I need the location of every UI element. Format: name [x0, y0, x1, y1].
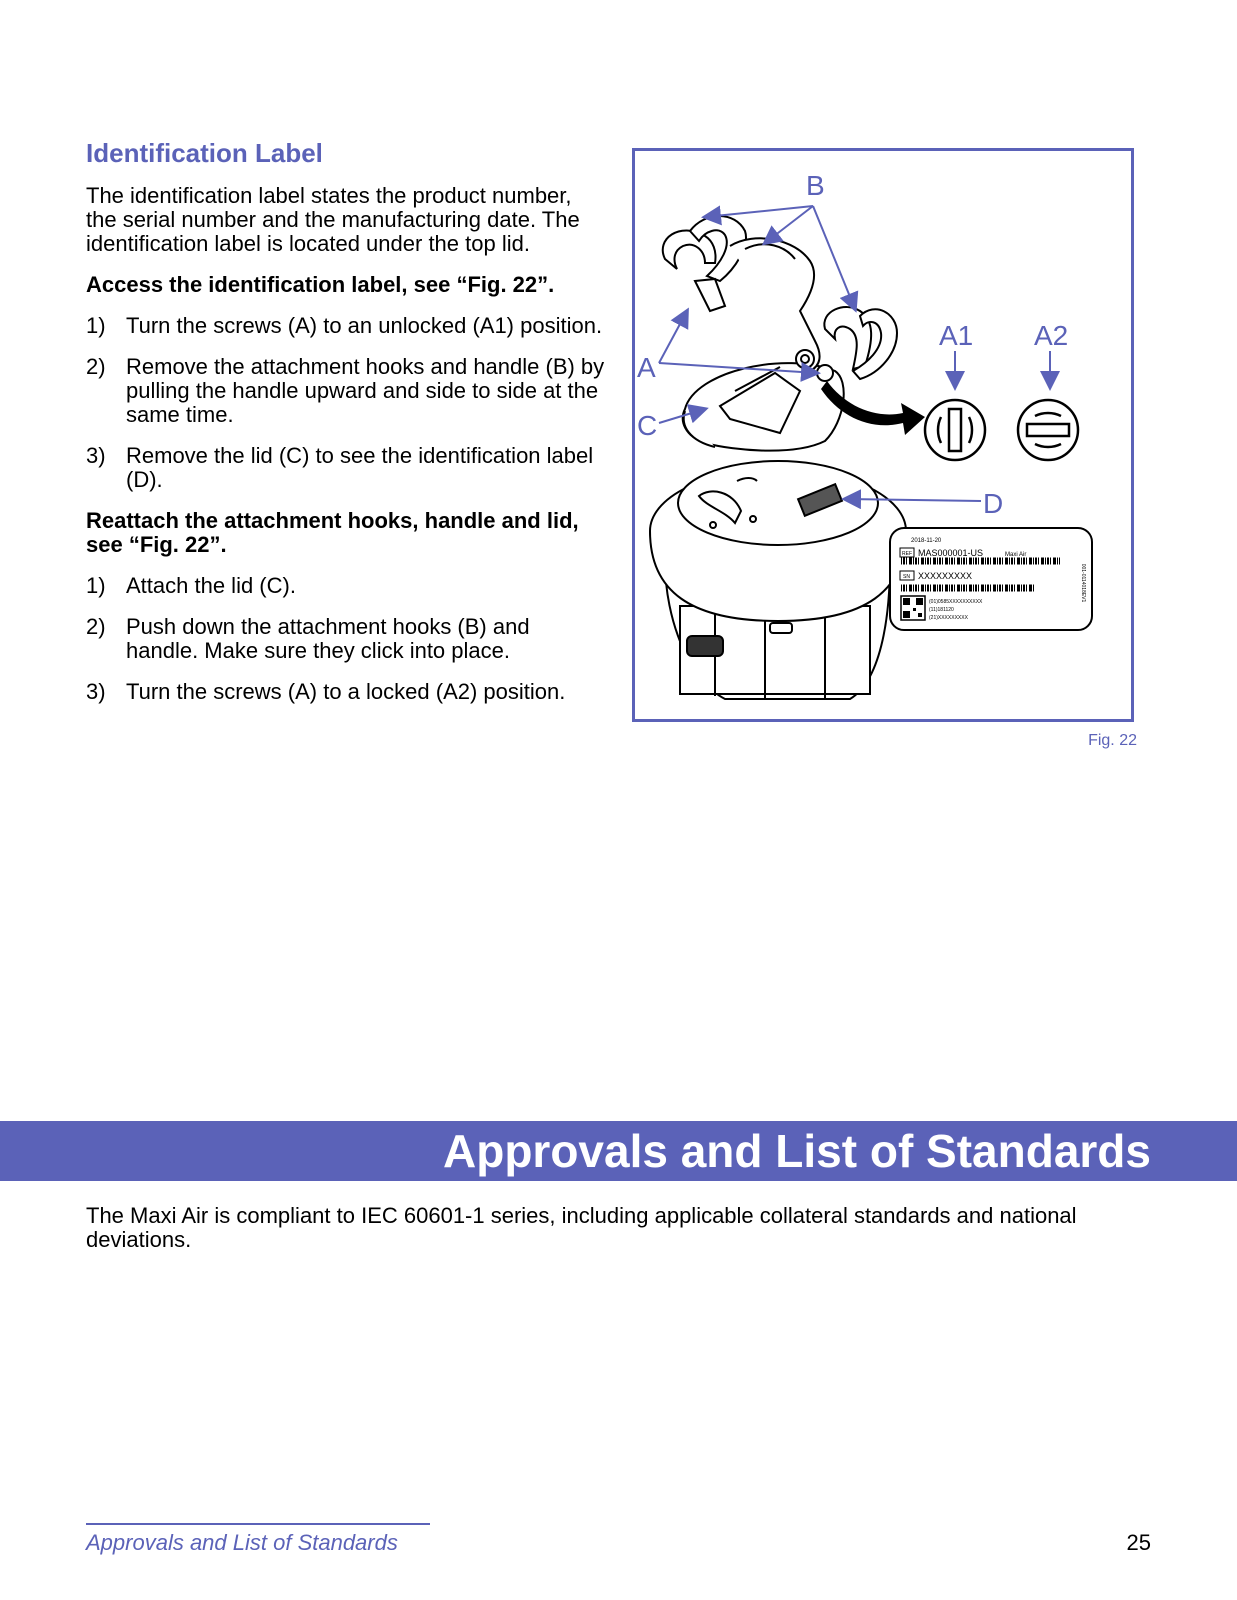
list-item — [86, 680, 606, 704]
step-text: Push down the attachment hooks (B) and handle. Make sure they click into place. — [126, 614, 530, 663]
step-number: 3) — [86, 679, 106, 704]
label-line-2: (11)181120 — [929, 607, 954, 613]
step-text: Turn the screws (A) to an unlocked (A1) position. — [126, 313, 603, 338]
step-number: 1) — [86, 573, 106, 598]
access-steps — [86, 314, 606, 492]
figure-illustration — [635, 151, 1134, 722]
step-number: 1) — [86, 313, 106, 338]
section-title: Identification Label — [86, 138, 323, 168]
label-line-1: (01)0585XXXXXXXXXX — [929, 599, 983, 605]
callout-leaders — [659, 206, 1050, 501]
access-heading: Access the identification label, see “Fig. 22”. — [86, 272, 555, 297]
unlocked-screw-symbol — [925, 400, 985, 460]
figure-caption: Fig. 22 — [1088, 732, 1137, 749]
callout-d: D — [983, 488, 1004, 519]
label-ref: MAS000001-US — [918, 548, 984, 558]
label-qr-code — [901, 596, 925, 620]
hooks-and-handle-drawing — [663, 216, 897, 381]
list-item — [86, 314, 606, 338]
list-item — [86, 355, 606, 427]
callout-b: B — [806, 170, 825, 201]
callout-a: A — [637, 352, 656, 383]
footer-section-title: Approvals and List of Standards — [86, 1530, 398, 1555]
step-number: 3) — [86, 443, 106, 468]
banner-title: Approvals and List of Standards — [443, 1125, 1151, 1177]
label-sn-tag: SN — [903, 574, 910, 580]
step-text: Remove the lid (C) to see the identification label (D). — [126, 443, 594, 492]
callout-c: C — [637, 410, 658, 441]
list-item — [86, 615, 606, 663]
callout-a1: A1 — [939, 320, 974, 351]
step-number: 2) — [86, 354, 106, 379]
identification-label-drawing — [890, 528, 1092, 630]
label-ref-tag: REF — [902, 551, 912, 557]
step-text: Attach the lid (C). — [126, 573, 296, 598]
intro-paragraph: The identification label states the product number, the serial number and the manufacturing date. The identification label is located under the top lid. — [86, 183, 580, 256]
label-line-3: (21)XXXXXXXXX — [929, 615, 968, 621]
step-number: 2) — [86, 614, 106, 639]
callout-a2: A2 — [1034, 320, 1069, 351]
footer-rule — [86, 1523, 430, 1525]
instructions-column — [86, 184, 606, 721]
list-item — [86, 444, 606, 492]
list-item — [86, 574, 606, 598]
figure-22 — [632, 148, 1134, 722]
label-product: Maxi Air — [1005, 552, 1027, 558]
reattach-steps — [86, 574, 606, 704]
label-serial: XXXXXXXXX — [918, 571, 973, 581]
label-side-code: 001-0114018EV1 — [1080, 563, 1086, 603]
base-unit-drawing — [650, 461, 906, 699]
reattach-heading: Reattach the attachment hooks, handle and lid, see “Fig. 22”. — [86, 508, 579, 557]
step-text: Remove the attachment hooks and handle (B) by pulling the handle upward and side to side at the same time. — [126, 354, 605, 427]
label-date: 2018-11-20 — [911, 538, 942, 544]
compliance-paragraph: The Maxi Air is compliant to IEC 60601-1 series, including applicable collateral standards and national deviations. — [86, 1203, 1077, 1252]
page-number: 25 — [1126, 1530, 1151, 1555]
locked-screw-symbol — [1018, 400, 1078, 460]
section-banner — [0, 1121, 1237, 1181]
step-text: Turn the screws (A) to a locked (A2) position. — [126, 679, 566, 704]
